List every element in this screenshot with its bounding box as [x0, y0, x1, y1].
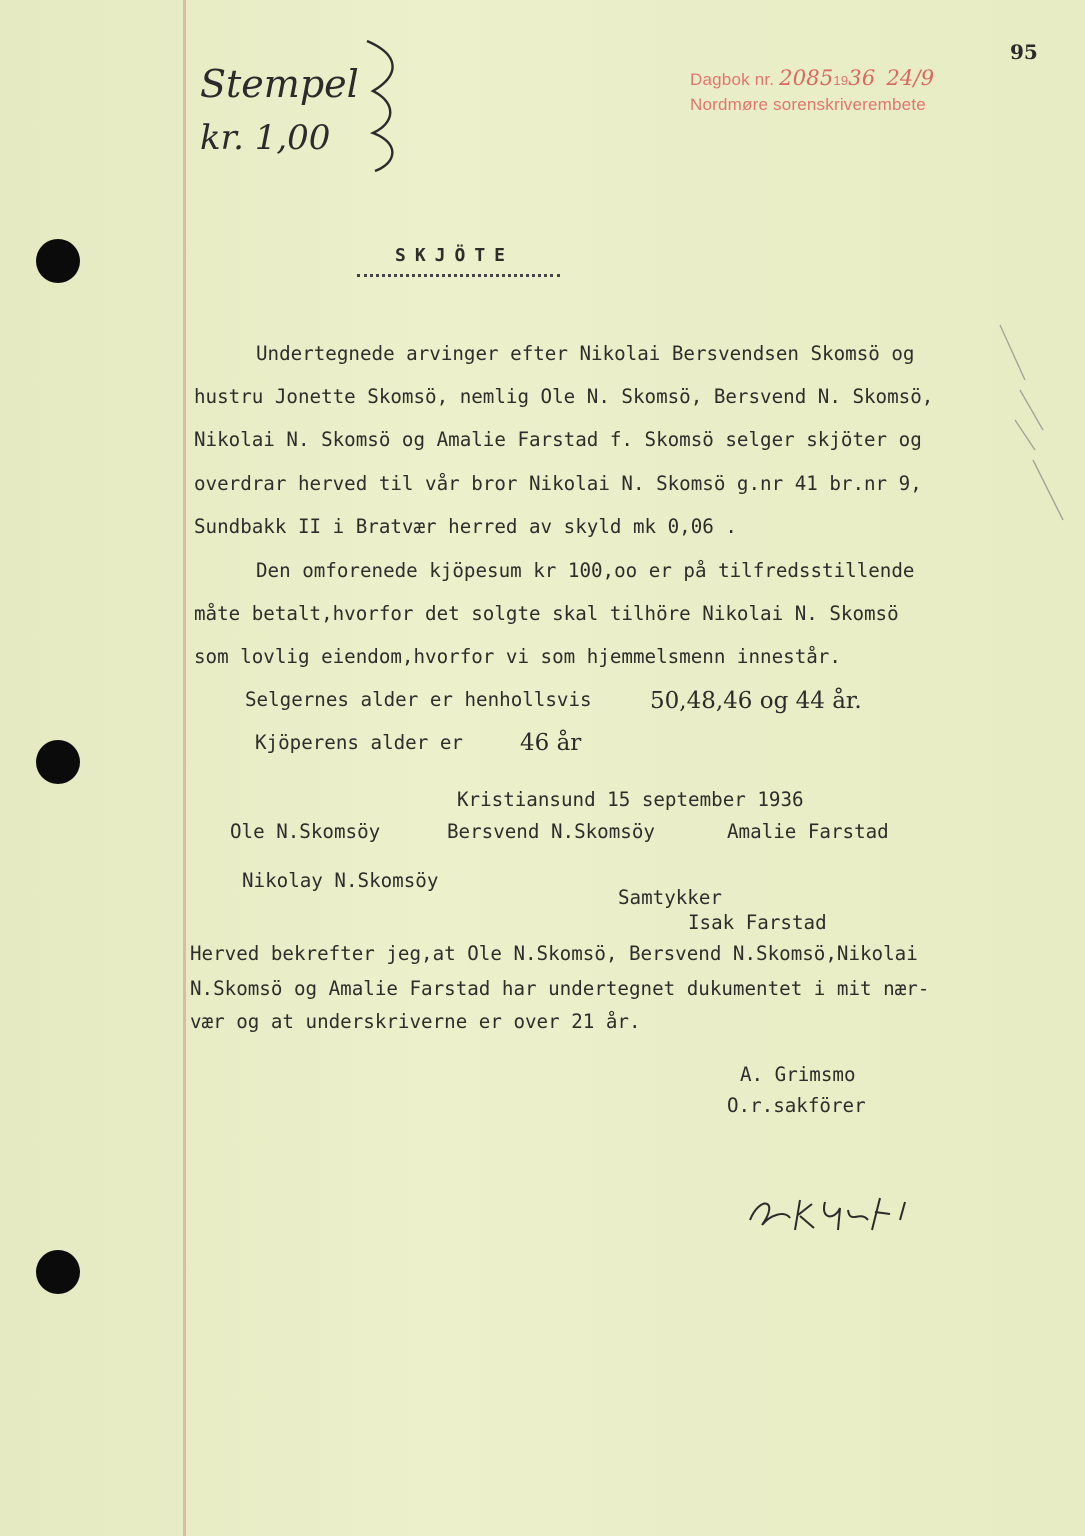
place-date: Kristiansund 15 september 1936 [457, 788, 804, 811]
page-number: 95 [1010, 40, 1038, 64]
margin-note-stempel: Stempel [200, 62, 359, 106]
attestation-line: Herved bekrefter jeg,at Ole N.Skomsö, Bersvend N.Skomsö,Nikolai [190, 942, 918, 965]
dagbok-label: Dagbok nr. [690, 70, 775, 89]
title-underline [357, 274, 560, 277]
buyer-age-label: Kjöperens alder er [255, 731, 463, 754]
buyer-age-value: 46 år [520, 730, 582, 756]
signatory-amalie: Amalie Farstad [727, 820, 889, 843]
body-line: hustru Jonette Skomsö, nemlig Ole N. Skomsö, Bersvend N. Skomsö, [194, 385, 934, 408]
punch-hole [36, 239, 80, 283]
consent-name: Isak Farstad [688, 911, 827, 934]
pencil-strokes-icon [995, 320, 1075, 530]
margin-note-amount: kr. 1,00 [200, 118, 331, 158]
dagbok-date: 24/9 [886, 66, 935, 90]
body-line: Undertegnede arvinger efter Nikolai Bersvendsen Skomsö og [256, 342, 915, 365]
dagbok-year-prefix: 19 [833, 73, 849, 88]
signatory-ole: Ole N.Skomsöy [230, 820, 381, 843]
attestation-line: N.Skomsö og Amalie Farstad har undertegnet dukumentet i mit nær- [190, 977, 930, 1000]
attestation-line: vær og at underskriverne er over 21 år. [190, 1010, 641, 1033]
sellers-age-label: Selgernes alder er henhollsvis [245, 688, 592, 711]
attestation-signer: A. Grimsmo [740, 1063, 856, 1086]
body-line: Den omforenede kjöpesum kr 100,oo er på tilfredsstillende [256, 559, 915, 582]
sellers-age-values: 50,48,46 og 44 år. [650, 688, 862, 714]
dagbok-stamp [690, 66, 934, 90]
body-line: som lovlig eiendom,hvorfor vi som hjemmelsmenn innestår. [194, 645, 841, 668]
margin-rule [183, 0, 186, 1536]
body-line: Sundbakk II i Bratvær herred av skyld mk 0,06 . [194, 515, 737, 538]
handwritten-initials-icon [740, 1190, 940, 1240]
punch-hole [36, 1250, 80, 1294]
handwritten-bracket-icon [345, 35, 415, 175]
dagbok-year-suffix: 36 [848, 66, 876, 90]
signatory-bersvend: Bersvend N.Skomsöy [447, 820, 655, 843]
attestation-signer-title: O.r.sakförer [727, 1094, 866, 1117]
punch-hole [36, 740, 80, 784]
office-stamp: Nordmøre sorenskriverembete [690, 95, 926, 114]
body-line: Nikolai N. Skomsö og Amalie Farstad f. Skomsö selger skjöter og [194, 428, 922, 451]
body-line: måte betalt,hvorfor det solgte skal tilhöre Nikolai N. Skomsö [194, 602, 899, 625]
signatory-nikolay: Nikolay N.Skomsöy [242, 869, 439, 892]
body-line: overdrar herved til vår bror Nikolai N. Skomsö g.nr 41 br.nr 9, [194, 472, 922, 495]
document-title: SKJÖTE [395, 245, 515, 266]
dagbok-number: 2085 [779, 66, 834, 90]
consent-label: Samtykker [618, 886, 722, 909]
